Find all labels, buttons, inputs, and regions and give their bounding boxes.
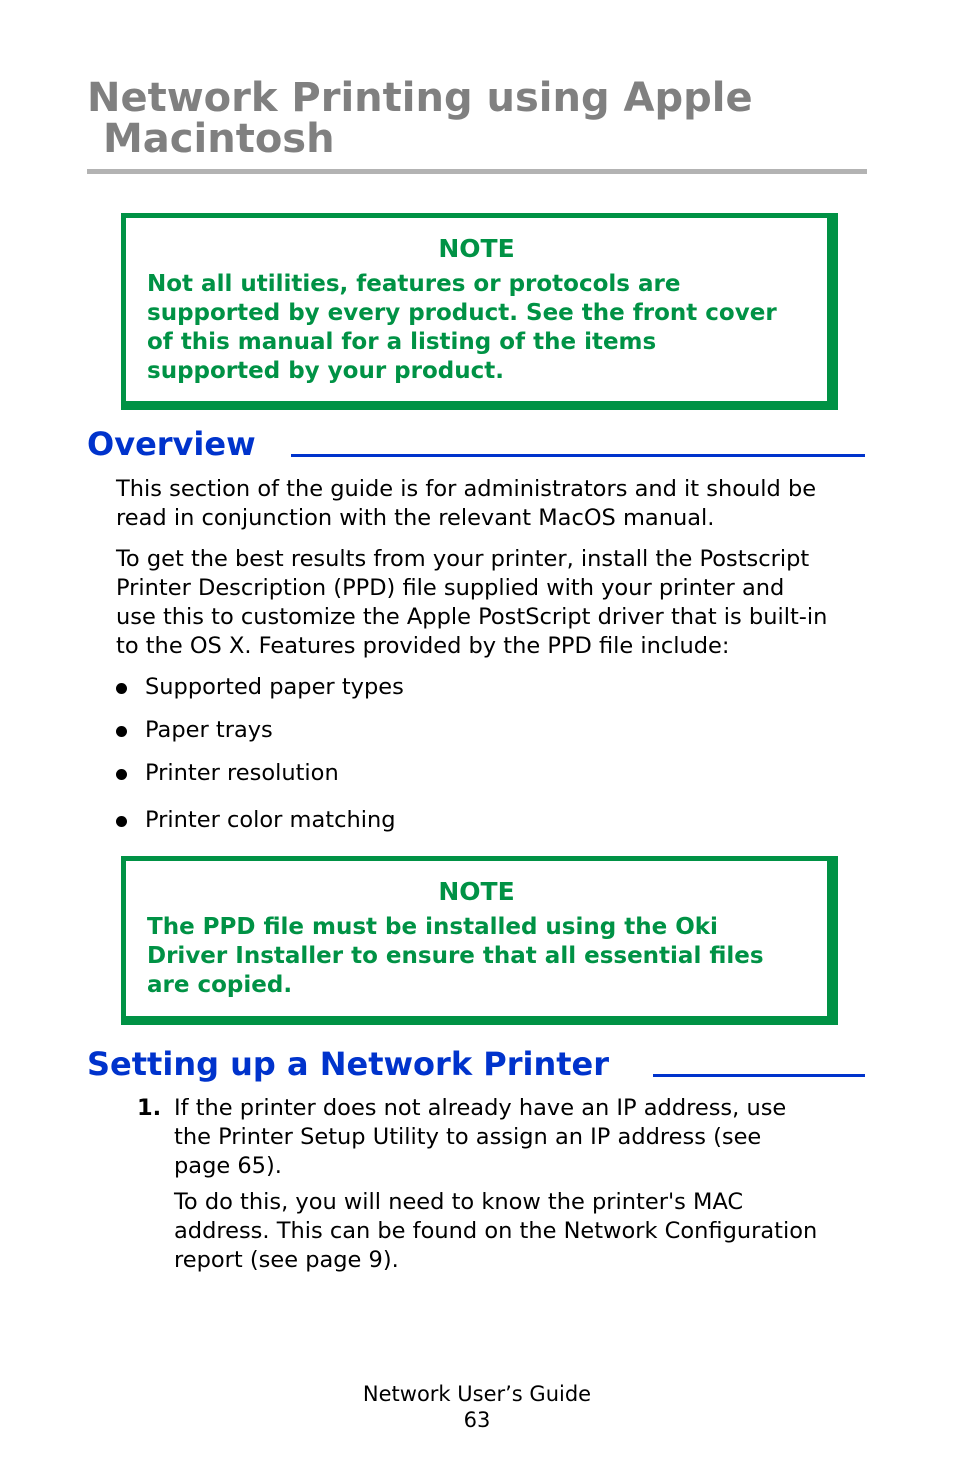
section-heading-setup <box>87 1045 865 1083</box>
footer-guide-title: Network User’s Guide <box>362 1382 592 1406</box>
heading-underline <box>653 1074 865 1077</box>
footer-page-number: 63 <box>463 1408 491 1432</box>
step-line: report (see page 9). <box>174 1247 399 1273</box>
note-line: are copied. <box>147 972 293 998</box>
note-line: Driver Installer to ensure that all essential files <box>147 943 764 969</box>
list-item-text: Printer color matching <box>145 807 396 833</box>
paragraph-line: use this to customize the Apple PostScript driver that is built-in <box>116 604 828 630</box>
step-line: To do this, you will need to know the printer's MAC <box>174 1189 744 1215</box>
note-line: of this manual for a listing of the items <box>147 329 657 355</box>
note-line: Not all utilities, features or protocols are <box>147 271 681 297</box>
section-heading-text: Setting up a Network Printer <box>87 1045 609 1083</box>
overview-paragraph-1 <box>116 475 876 533</box>
paragraph-line: read in conjunction with the relevant MacOS manual. <box>116 505 715 531</box>
paragraph-line: This section of the guide is for administrators and it should be <box>116 476 817 502</box>
step-1-detail <box>174 1188 874 1275</box>
page-title-line-2: Macintosh <box>103 116 335 162</box>
paragraph-line: to the OS X. Features provided by the PPD file include: <box>116 633 730 659</box>
section-heading-text: Overview <box>87 425 256 463</box>
bullet-icon <box>116 683 127 694</box>
bullet-icon <box>116 726 127 737</box>
bullet-icon <box>116 816 127 827</box>
section-heading-overview <box>87 425 865 463</box>
list-item-text: Printer resolution <box>145 760 339 786</box>
paragraph-line: To get the best results from your printer, install the Postscript <box>116 546 810 572</box>
step-line: the Printer Setup Utility to assign an IP address (see <box>174 1124 762 1150</box>
step-line: page 65). <box>174 1153 282 1179</box>
heading-underline <box>291 454 865 457</box>
note-line: supported by your product. <box>147 358 504 384</box>
list-item-text: Paper trays <box>145 717 273 743</box>
note-text <box>147 913 813 1000</box>
overview-paragraph-2 <box>116 545 876 661</box>
note-box-utilities <box>121 213 838 410</box>
note-box-ppd-install <box>121 856 838 1025</box>
note-text <box>147 270 813 386</box>
step-number: 1. <box>137 1095 162 1121</box>
title-divider <box>87 169 867 174</box>
step-line: address. This can be found on the Network Configuration <box>174 1218 818 1244</box>
step-1-text <box>174 1094 874 1181</box>
note-line: supported by every product. See the front cover <box>147 300 777 326</box>
list-item-text: Supported paper types <box>145 674 404 700</box>
page-title <box>87 75 867 162</box>
note-heading: NOTE <box>438 877 515 906</box>
paragraph-line: Printer Description (PPD) file supplied with your printer and <box>116 575 785 601</box>
page-title-line-1: Network Printing using Apple <box>87 75 753 121</box>
note-heading: NOTE <box>438 234 515 263</box>
note-line: The PPD file must be installed using the Oki <box>147 914 718 940</box>
bullet-icon <box>116 769 127 780</box>
step-line: If the printer does not already have an IP address, use <box>174 1095 787 1121</box>
